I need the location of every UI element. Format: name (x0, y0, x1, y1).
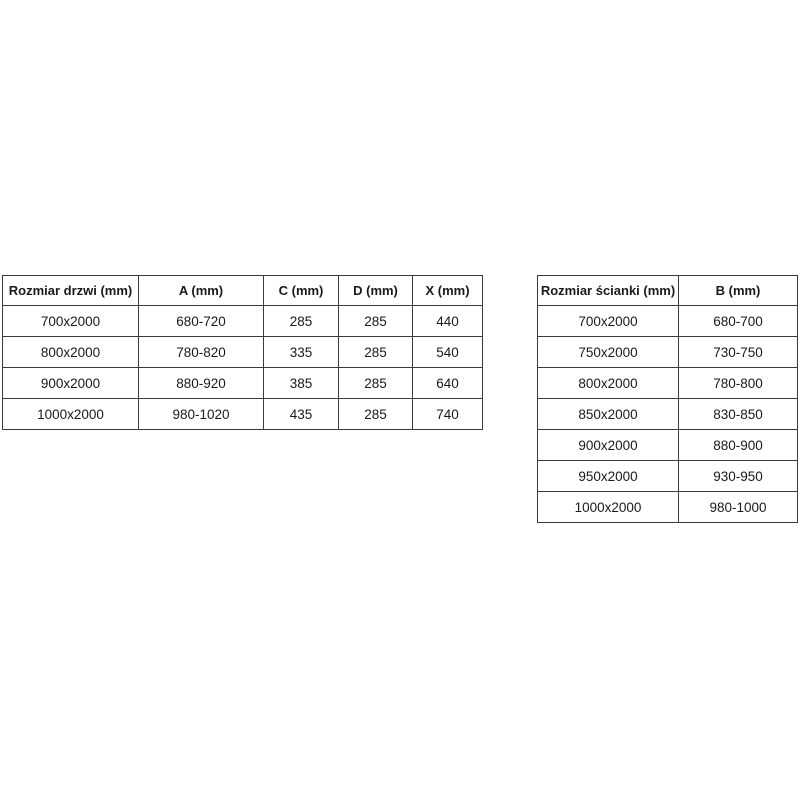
table-cell: 830-850 (679, 399, 798, 430)
wall-size-table (537, 275, 798, 523)
header-cell: Rozmiar ścianki (mm) (538, 276, 679, 306)
table-cell: 285 (339, 337, 413, 368)
table-row (538, 399, 798, 430)
header-cell: C (mm) (264, 276, 339, 306)
table-cell: 680-700 (679, 306, 798, 337)
table-header-row (3, 276, 483, 306)
header-cell: X (mm) (413, 276, 483, 306)
table-cell: 900x2000 (3, 368, 139, 399)
table-cell: 700x2000 (3, 306, 139, 337)
table-cell: 800x2000 (538, 368, 679, 399)
table-cell: 435 (264, 399, 339, 430)
table-cell: 1000x2000 (3, 399, 139, 430)
table-row (538, 368, 798, 399)
table-cell: 385 (264, 368, 339, 399)
table-header-row (538, 276, 798, 306)
table-cell: 740 (413, 399, 483, 430)
table-cell: 850x2000 (538, 399, 679, 430)
table-row (538, 337, 798, 368)
table-cell: 285 (264, 306, 339, 337)
table-row (3, 368, 483, 399)
table-cell: 1000x2000 (538, 492, 679, 523)
table-cell: 700x2000 (538, 306, 679, 337)
table-cell: 880-900 (679, 430, 798, 461)
table-row (3, 337, 483, 368)
header-cell: B (mm) (679, 276, 798, 306)
table-cell: 930-950 (679, 461, 798, 492)
table-row (538, 461, 798, 492)
table-cell: 750x2000 (538, 337, 679, 368)
table-cell: 730-750 (679, 337, 798, 368)
table-cell: 540 (413, 337, 483, 368)
table-cell: 285 (339, 368, 413, 399)
table-cell: 640 (413, 368, 483, 399)
table-cell: 880-920 (139, 368, 264, 399)
table-cell: 285 (339, 306, 413, 337)
table-cell: 335 (264, 337, 339, 368)
table-row (538, 430, 798, 461)
table-row (538, 306, 798, 337)
table-cell: 800x2000 (3, 337, 139, 368)
table-cell: 980-1000 (679, 492, 798, 523)
table-row (3, 306, 483, 337)
table-row (538, 492, 798, 523)
table-row (3, 399, 483, 430)
table-cell: 780-800 (679, 368, 798, 399)
header-cell: Rozmiar drzwi (mm) (3, 276, 139, 306)
header-cell: D (mm) (339, 276, 413, 306)
table-cell: 440 (413, 306, 483, 337)
table-cell: 780-820 (139, 337, 264, 368)
table-cell: 285 (339, 399, 413, 430)
table-cell: 680-720 (139, 306, 264, 337)
table-cell: 950x2000 (538, 461, 679, 492)
table-cell: 980-1020 (139, 399, 264, 430)
header-cell: A (mm) (139, 276, 264, 306)
door-size-table (2, 275, 483, 430)
table-cell: 900x2000 (538, 430, 679, 461)
